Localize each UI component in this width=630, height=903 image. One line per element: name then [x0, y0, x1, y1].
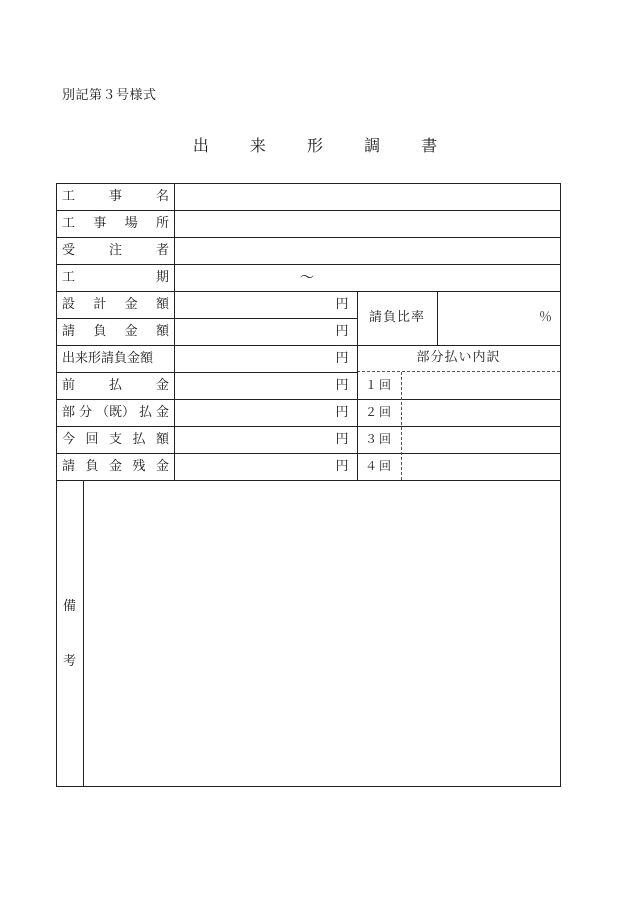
label-char: 期: [155, 270, 169, 285]
percent-unit: ％: [539, 310, 553, 325]
label-char: 払: [138, 405, 152, 420]
label-char: 負: [85, 459, 99, 474]
label-char: 受: [62, 243, 76, 258]
yen-unit-contract: 円: [335, 324, 349, 339]
contract-ratio-label: 請負比率: [368, 310, 425, 325]
label-char: 金: [124, 297, 138, 312]
label-partial-paid: [62, 400, 169, 426]
label-completed-work-amount: [62, 346, 169, 372]
period-separator: ～: [300, 270, 314, 286]
remarks-label-1: 備: [63, 599, 77, 614]
yen-unit-current: 円: [335, 432, 349, 447]
label-contract-balance: [62, 454, 169, 480]
label-construction-site: [62, 211, 169, 237]
label-design-amount: [62, 292, 169, 318]
label-char: 注: [108, 243, 122, 258]
label-char: 回: [85, 432, 99, 447]
label-char: 額: [155, 324, 169, 339]
label-construction-period: [62, 265, 169, 291]
round-1: １回: [365, 378, 394, 392]
label-char: 額: [155, 297, 169, 312]
label-current-payment: [62, 427, 169, 453]
label-char: 工: [62, 270, 76, 285]
label-char: 残: [132, 459, 146, 474]
label-char: 所: [155, 216, 169, 231]
round-3: ３回: [365, 432, 394, 446]
yen-unit-partial: 円: [335, 405, 349, 420]
yen-unit-completed: 円: [335, 351, 349, 366]
form-table: [56, 183, 561, 787]
label-contract-amount: [62, 319, 169, 345]
label-char: 支: [108, 432, 122, 447]
remarks-label-2: 考: [63, 654, 77, 669]
yen-unit-design: 円: [335, 297, 349, 312]
label-char: 額: [155, 432, 169, 447]
label-char: 部: [62, 405, 76, 420]
label-char: 払: [108, 378, 122, 393]
round-4: ４回: [365, 459, 394, 473]
partial-payment-header: 部分払い内訳: [416, 350, 501, 365]
label-char: 請: [62, 324, 76, 339]
label-char: 金: [124, 324, 138, 339]
label-char: 金: [155, 459, 169, 474]
label-char: 今: [62, 432, 76, 447]
label-char: 請: [62, 459, 76, 474]
label-char: 負: [93, 324, 107, 339]
label-char: 工: [62, 216, 76, 231]
label-char: 払: [132, 432, 146, 447]
label-construction-name: [62, 184, 169, 210]
remarks-area[interactable]: [84, 481, 560, 786]
label-char: 金: [108, 459, 122, 474]
form-number: 別記第３号様式: [62, 88, 157, 103]
label-char: 分: [78, 405, 92, 420]
label-char: 設: [62, 297, 76, 312]
label-contractor: [62, 238, 169, 264]
label-char: 名: [155, 189, 169, 204]
label-char: 出来形請負金額: [62, 351, 154, 366]
label-char: 前: [62, 378, 76, 393]
label-char: 計: [93, 297, 107, 312]
label-char: 金: [155, 405, 169, 420]
label-char: 場: [124, 216, 138, 231]
label-char: 金: [155, 378, 169, 393]
label-char: 事: [108, 189, 122, 204]
label-char: （既）: [95, 405, 135, 420]
label-char: 者: [155, 243, 169, 258]
label-char: 事: [93, 216, 107, 231]
document-title: 出 来 形 調 書: [192, 136, 456, 155]
label-advance-payment: [62, 373, 169, 399]
yen-unit-balance: 円: [335, 459, 349, 474]
yen-unit-advance: 円: [335, 378, 349, 393]
round-2: ２回: [365, 405, 394, 419]
label-char: 工: [62, 189, 76, 204]
